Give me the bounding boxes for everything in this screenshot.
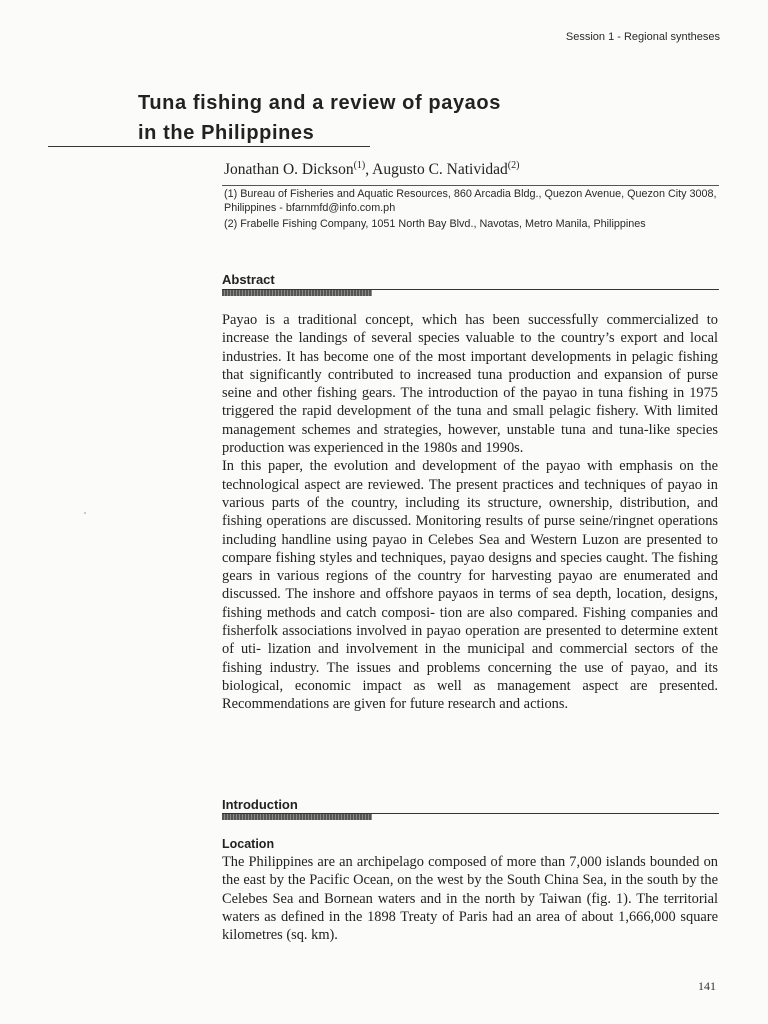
- abstract-paragraph-2: In this paper, the evolution and development of the payao with emphasis on the technological aspect are reviewed. The present practices and techniques of payao in various parts of the country, including its structure, ownership, distribution, and fishing operations are discussed. Monitoring results of purse seine/ringnet operations including handline using payao in Celebes Sea and Western Luzon are presented to compare fishing styles and techniques, payao designs and species caught. The fishing gears in various regions of the country for harvesting payao are enumerated and discussed. The inshore and offshore payaos in terms of sea depth, location, designs, fishing methods and catch composi- tion are also compared. Fishing companies and fisherfolk associations involved in payao operation are presented to determine extent of uti- lization and involvement in the municipal and commercial sectors of the fishing industry. The issues and problems concerning the use of payao, and its biological, economic impact as well as management aspect are presented. Recommendations are given for future research and actions.: [222, 458, 718, 713]
- author-2-mark: (2): [507, 160, 520, 171]
- introduction-heading: Introduction: [222, 797, 298, 812]
- location-subheading: Location: [222, 837, 275, 851]
- abstract-bar: [222, 290, 372, 296]
- author-separator: ,: [365, 161, 373, 179]
- article-title: [138, 88, 501, 148]
- affiliation-1: (1) Bureau of Fisheries and Aquatic Resources, 860 Arcadia Bldg., Quezon Avenue, Quezon City 3008, Philippines - bfarnmfd@info.com.ph: [224, 188, 717, 214]
- author-1-mark: (1): [353, 160, 366, 171]
- introduction-paragraph: The Philippines are an archipelago composed of more than 7,000 islands bounded on the east by the Pacific Ocean, on the west by the South China Sea, in the south by the Celebes Sea and Bornean waters and in the north by Taiwan (fig. 1). The territorial waters as defined in the 1898 Treaty of Paris had an area of about 1,666,000 square kilometres (sq. km).: [222, 854, 718, 944]
- affiliation-rule: [222, 185, 719, 186]
- scan-speck: [84, 512, 86, 514]
- title-line-1: Tuna fishing and a review of payaos: [138, 92, 501, 114]
- abstract-body: [222, 311, 718, 714]
- abstract-heading: Abstract: [222, 272, 275, 287]
- affiliations: [224, 188, 718, 235]
- author-2: Augusto C. Natividad: [372, 161, 508, 179]
- introduction-bar: [222, 814, 372, 820]
- abstract-paragraph-1: Payao is a traditional concept, which has been successfully commercialized to increase the landings of several species valuable to the country’s export and local industries. It has become one of the most important developments in pelagic fishing that significantly contributed to increased tuna production and expansion of purse seine and other fishing gears. The introduction of the payao in tuna fishing in 1975 triggered the rapid development of the tuna and small pelagic fishery. With limited management schemes and strategies, however, unstable tuna and tuna-like species production was experienced in the 1980s and 1990s.: [222, 312, 718, 457]
- title-underline: [48, 146, 370, 147]
- author-line: [224, 160, 519, 179]
- running-header: Session 1 - Regional syntheses: [565, 31, 720, 43]
- title-line-2: in the Philippines: [138, 122, 315, 144]
- affiliation-2: (2) Frabelle Fishing Company, 1051 North Bay Blvd., Navotas, Metro Manila, Philippines: [224, 218, 646, 230]
- author-1: Jonathan O. Dickson: [224, 161, 354, 179]
- introduction-body: [222, 853, 718, 944]
- page-number: 141: [698, 979, 716, 993]
